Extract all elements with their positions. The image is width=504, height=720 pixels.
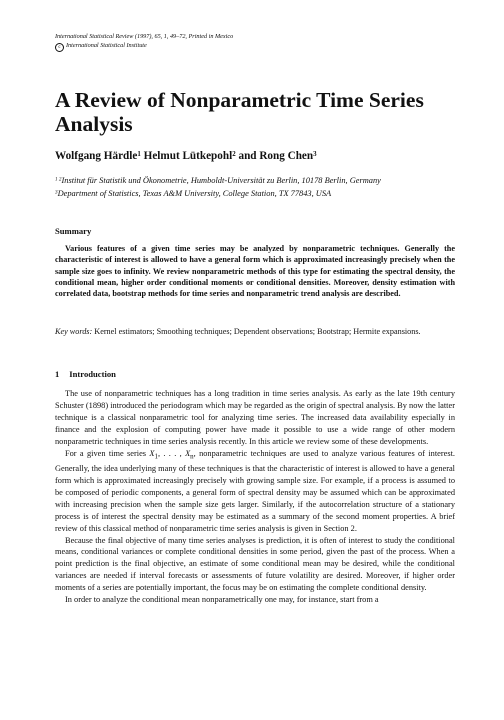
math-var: X xyxy=(185,448,191,458)
author-name: Helmut Lütkepohl xyxy=(143,150,233,162)
section-heading xyxy=(55,370,116,379)
author-conjunction: and xyxy=(238,150,257,162)
author-superscript: 2 xyxy=(232,149,236,158)
affiliation-superscript: 1 2 xyxy=(55,176,62,183)
author-list xyxy=(55,151,317,162)
summary-heading: Summary xyxy=(55,226,92,236)
keywords-label: Key words: xyxy=(55,327,93,336)
copyright-holder: International Statistical Institute xyxy=(66,42,147,49)
paper-title: A Review of Nonparametric Time Series Analysis xyxy=(55,88,424,136)
affiliation-text: Department of Statistics, Texas A&M University, College Station, TX 77843, USA xyxy=(57,189,332,198)
affiliation xyxy=(55,190,331,198)
paragraph: For a given time series $X_1$, . . . , $X_n$, nonparametric techniques are used to analyze various features of interest. Generally, the idea underlying many of these techniques is that the characteristic of interest is allowed to have a general form which is approximated increasingly precisely with growing sample size. For example, if a process is assumed to be composed of periodic components, a general form of spectral density may be assumed which can be approximated with increasing precision when the sample size gets larger. Similarly, if the autocorrelation structure of a stationary process is of interest the spectral density may be estimated as a summary of the second moment properties. A brief review of this classical method of nonparametric time series analysis is given in Section 2. xyxy=(55,448,455,533)
author-name: Rong Chen xyxy=(259,150,314,162)
author-name: Wolfgang Härdle xyxy=(55,150,138,162)
journal-citation: International Statistical Review (1997), 65, 1, 49–72, Printed in Mexico xyxy=(55,33,234,40)
keywords-text: Kernel estimators; Smoothing techniques; Dependent observations; Bootstrap; Hermite expansions. xyxy=(94,327,421,336)
math-subscript: 1 xyxy=(154,452,158,461)
paragraph: The use of nonparametric techniques has a long tradition in time series analysis. As early as the late 19th century Schuster (1898) introduced the periodogram which may be regarded as the origin of spectral analysis. By now the latter technique is a classical nonparametric tool for analyzing time series. The increased data availability especially in finance and the explosion of computing power have made it possible to use a wide range of other modern nonparametric techniques in time series analysis recently. In this article we review some of these developments. xyxy=(55,389,455,446)
math-var: X xyxy=(149,448,155,458)
section-number: 1 xyxy=(55,369,60,379)
copyright-icon: c xyxy=(55,43,64,52)
paragraph: Because the final objective of many time series analyses is prediction, it is often of interest to study the conditional means, conditional variances or complete conditional densities in some period, given the past of the process. When a point prediction is the final objective, an estimate of some conditional mean may be desired, while the conditional variances are needed if interval forecasts or assessments of future volatility are desired. Moreover, if higher order moments of a series are potentially important, the focus may be on estimating the complete conditional density. xyxy=(55,535,455,593)
affiliation xyxy=(55,177,381,185)
affiliation-text: Institut für Statistik und Ökonometrie, Humboldt-Universität zu Berlin, 10178 Berlin, Germany xyxy=(61,176,381,185)
math-subscript: n xyxy=(190,452,194,461)
affiliation-superscript: 3 xyxy=(55,189,58,196)
author-superscript: 3 xyxy=(313,149,317,158)
author-superscript: 1 xyxy=(137,149,141,158)
section-body xyxy=(55,388,455,606)
paragraph: In order to analyze the conditional mean nonparametrically one may, for instance, start from a xyxy=(65,595,379,605)
keywords xyxy=(55,326,455,337)
summary-abstract: Various features of a given time series may be analyzed by nonparametric techniques. Generally the characteristic of interest is allowed to have a general form which is approximated increasingly precisely when the sample size goes to infinity. We review nonparametric methods of this type for estimating the spectral density, the conditional mean, higher order conditional moments or conditional densities. Moreover, density estimation with correlated data, bootstrap methods for time series and nonparametric trend analysis are described. xyxy=(55,244,455,299)
section-title: Introduction xyxy=(69,369,116,379)
copyright-line xyxy=(55,43,147,52)
